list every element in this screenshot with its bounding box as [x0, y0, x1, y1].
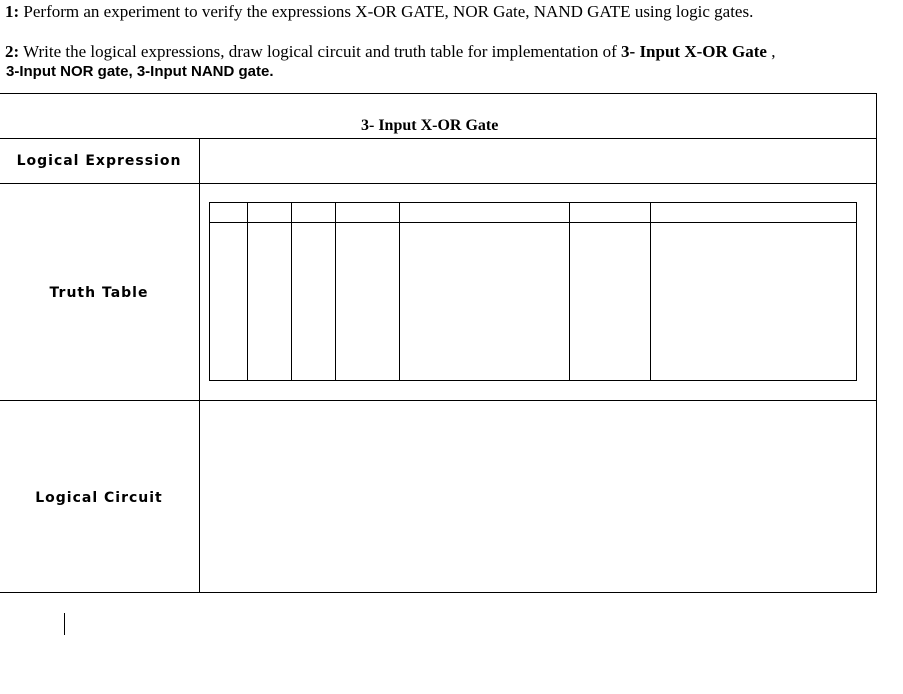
truth-table-col-divider — [247, 203, 248, 380]
question-1-number: 1: — [5, 2, 20, 21]
truth-table-col-divider — [650, 203, 651, 380]
question-2-bold-gate: 3- Input X-OR Gate — [621, 42, 767, 61]
logical-circuit-cell[interactable] — [200, 401, 876, 592]
question-2 — [5, 42, 775, 62]
table-title: 3- Input X-OR Gate — [361, 117, 499, 134]
truth-table-col-divider — [569, 203, 570, 380]
table-title-cell — [0, 94, 877, 139]
text-cursor — [64, 613, 65, 635]
truth-table-header-rule — [210, 222, 856, 223]
truth-table-col-divider — [335, 203, 336, 380]
truth-table-grid[interactable] — [209, 202, 857, 381]
question-1-text: Perform an experiment to verify the expressions X-OR GATE, NOR Gate, NAND GATE using logic gates. — [19, 2, 754, 21]
table-rule-expression — [0, 183, 877, 184]
question-2-number: 2: — [5, 42, 20, 61]
logical-circuit-label: Logical Circuit — [35, 490, 163, 506]
question-2-text: Write the logical expressions, draw logical circuit and truth table for implementation of — [19, 42, 622, 61]
logical-expression-cell[interactable] — [200, 139, 876, 183]
question-1 — [5, 2, 753, 22]
truth-table-col-divider — [399, 203, 400, 380]
question-2-trail: , — [766, 42, 776, 61]
truth-table-label: Truth Table — [49, 285, 149, 301]
logical-expression-label: Logical Expression — [16, 153, 182, 169]
question-2-line-2: 3-Input NOR gate, 3-Input NAND gate. — [6, 63, 274, 80]
truth-table-col-divider — [291, 203, 292, 380]
